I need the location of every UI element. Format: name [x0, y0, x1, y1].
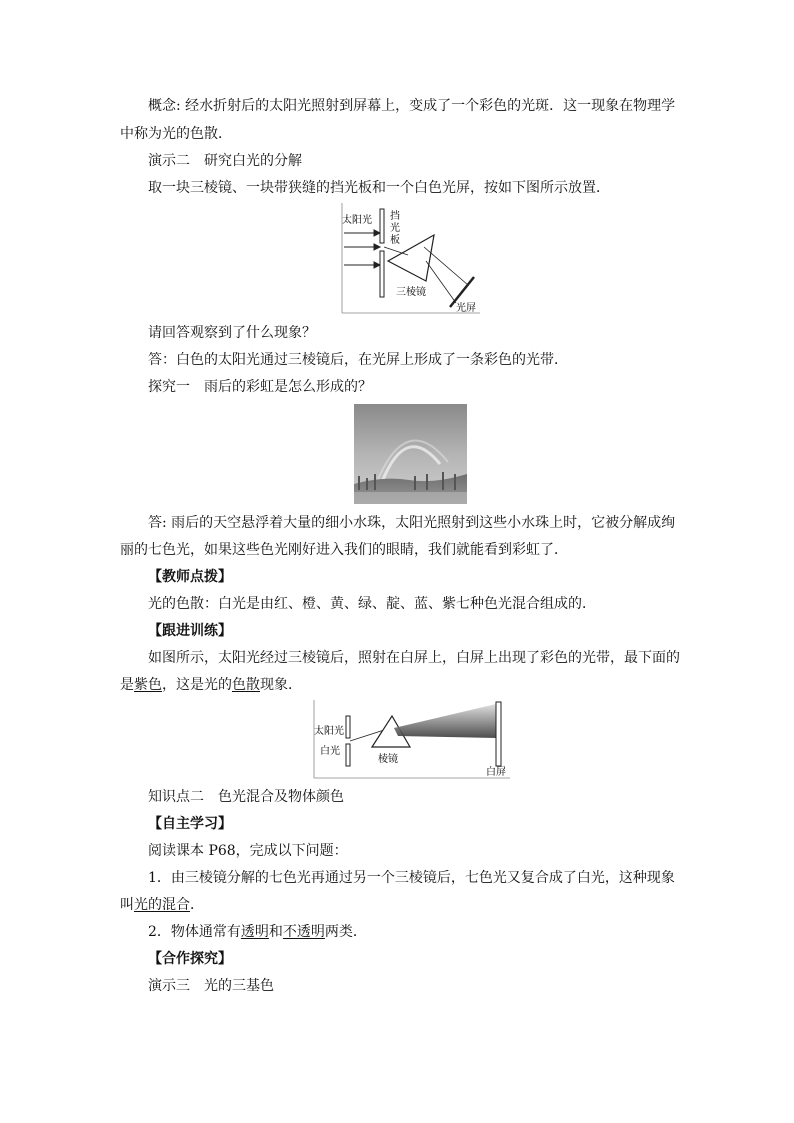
rainbow-photo-image [354, 404, 467, 504]
fig1-screen-label: 光屏 [456, 303, 476, 314]
answer-violet: 紫色 [134, 677, 162, 693]
prism-screen-diagram [312, 700, 512, 780]
answer1-line: 答：白色的太阳光通过三棱镜后，在光屏上形成了一条彩色的光带． [148, 352, 568, 368]
q1-line-1: 1．由三棱镜分解的七色光再通过另一个三棱镜后，七色光又复合成了白光，这种现象 [148, 870, 675, 886]
concept-line-1: 概念: 经水折射后的太阳光照射到屏幕上，变成了一个彩色的光斑．这一现象在物理学 [148, 98, 676, 114]
demo2-heading: 演示二 研究白光的分解 [148, 153, 302, 169]
incoming-light-arrows [344, 230, 380, 268]
beam-in [384, 247, 408, 255]
practice-line-2: 是紫色，这是光的色散现象． [120, 677, 302, 693]
answer-light-mixing: 光的混合 [134, 897, 190, 913]
prism-experiment-figure [340, 203, 482, 315]
knowledge2-heading: 知识点二 色光混合及物体颜色 [148, 789, 344, 805]
fig1-blocker-label-2: 光 [390, 223, 400, 234]
fig1-sunlight-label: 太阳光 [342, 215, 372, 226]
answer-opaque: 不透明 [282, 924, 325, 940]
dispersion-definition: 光的色散：白光是由红、橙、黄、绿、靛、蓝、紫七种色光混合组成的． [148, 596, 596, 612]
self-study-heading: 【自主学习】 [148, 816, 232, 832]
fig1-blocker-label-3: 板 [390, 235, 400, 246]
slit-board-top [346, 716, 350, 738]
slit-board-bottom [346, 744, 350, 766]
demo3-heading: 演示三 光的三基色 [148, 978, 274, 994]
practice-line-1: 如图所示，太阳光经过三棱镜后，照射在白屏上，白屏上出现了彩色的光带，最下面的 [148, 650, 680, 666]
answer-transparent: 透明 [240, 924, 269, 940]
answer2-line-2: 丽的七色光，如果这些色光刚好进入我们的眼睛，我们就能看到彩虹了． [120, 542, 568, 558]
coop-heading: 【合作探究】 [148, 951, 232, 967]
light-blocker-top [380, 209, 384, 243]
teacher-tip-heading: 【教师点拨】 [148, 569, 232, 585]
color-band [394, 704, 496, 738]
fig1-blocker-label-1: 挡 [390, 211, 400, 222]
fig2-sunlight-label: 太阳光 [314, 726, 344, 737]
answer2-line-1: 答: 雨后的天空悬浮着大量的细小水珠，太阳光照射到这些小水珠上时，它被分解成绚 [148, 515, 676, 531]
q2-line: 2．物体通常有透明和不透明两类． [148, 924, 367, 940]
fig2-white-light-label: 白光 [320, 746, 340, 757]
prism-screen-figure [312, 700, 512, 780]
practice-heading: 【跟进训练】 [148, 623, 232, 639]
answer-dispersion: 色散 [232, 677, 260, 693]
question-line: 请回答观察到了什么现象？ [148, 325, 316, 341]
white-screen [496, 702, 501, 766]
q1-line-2: 叫光的混合． [120, 897, 204, 913]
fig2-screen-label: 白屏 [486, 767, 506, 778]
light-blocker-bottom [380, 251, 384, 297]
ray-top [424, 247, 468, 285]
concept-line-2: 中称为光的色散． [120, 126, 232, 142]
read-instruction: 阅读课本 P68，完成以下问题： [148, 843, 348, 859]
demo2-instruction: 取一块三棱镜、一块带狭缝的挡光板和一个白色光屏，按如下图所示放置． [148, 180, 610, 196]
explore1-heading: 探究一 雨后的彩虹是怎么形成的？ [148, 379, 372, 395]
ray-bottom [426, 261, 456, 303]
fig2-prism-label: 棱镜 [378, 754, 398, 765]
prism-experiment-diagram [340, 203, 482, 315]
fig1-prism-label: 三棱镜 [396, 287, 426, 298]
rainbow-photo [354, 404, 467, 504]
